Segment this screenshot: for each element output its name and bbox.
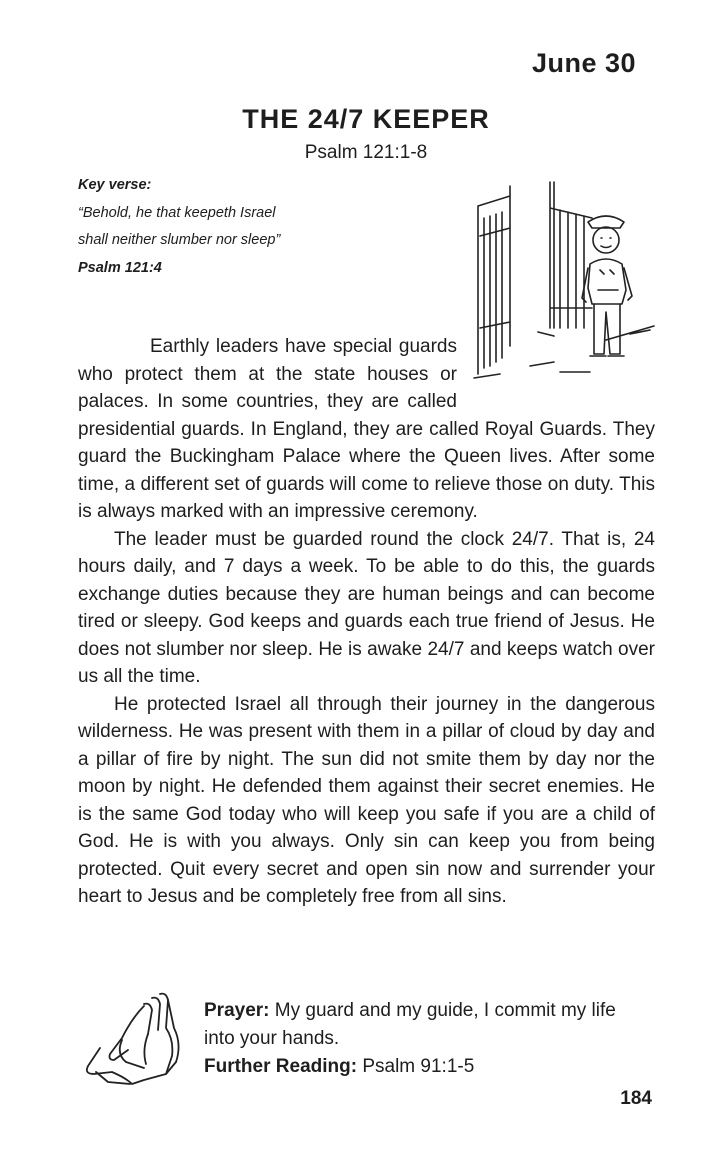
key-verse-line-1: “Behold, he that keepeth Israel (78, 204, 276, 221)
further-reading-line (204, 1053, 644, 1081)
paragraph-2: The leader must be guarded round the clock 24/7. That is, 24 hours daily, and 7 days a week. To be able to do this, the guards exchange duties because they are human beings and can become tired or sleepy. God keeps and guards each true friend of Jesus. He does not slumber nor sleep. He is awake 24/7 and keeps watch over us all the time. (78, 528, 655, 687)
paragraph-3: He protected Israel all through their journey in the dangerous wilderness. He was present with them in a pillar of cloud by day and a pillar of fire by night. The sun did not smite them by day nor the moon by night. He defended them against their secret enemies. He is the same God today who will keep you safe if you are a child of God. He is with you always. Only sin can keep you from being protected. Quit every secret and open sin now and surrender your heart to Jesus and be completely free from all sins. (78, 693, 655, 907)
page-number: 184 (620, 1088, 652, 1109)
key-verse-block (78, 172, 378, 282)
key-verse-label: Key verse: (78, 177, 152, 193)
prayer-line (204, 997, 644, 1053)
devotional-body (78, 333, 655, 911)
further-reading-label: Further Reading: (204, 1056, 358, 1077)
further-reading-text: Psalm 91:1-5 (362, 1056, 475, 1077)
key-verse-reference: Psalm 121:4 (78, 259, 162, 276)
prayer-block (204, 997, 644, 1081)
paragraph-1: Earthly leaders have special guards who protect them at the state houses or palaces. In some countries, they are called presidential guards. In England, they are called Royal Guards. They guard the Buckingham Palace where the Queen lives. After some time, a different set of guards will come to relieve those on duty. This is always marked with an impressive ceremony. (78, 336, 655, 522)
prayer-text: My guard and my guide, I commit my life into your hands. (204, 1000, 616, 1049)
illustration-spacer (457, 333, 655, 389)
prayer-label: Prayer: (204, 1000, 270, 1021)
page-date: June 30 (531, 48, 636, 78)
praying-hands-icon (82, 988, 192, 1090)
scripture-reference: Psalm 121:1-8 (304, 142, 428, 163)
key-verse-line-2: shall neither slumber nor sleep” (78, 232, 281, 248)
page-title: THE 24/7 KEEPER (242, 104, 490, 134)
